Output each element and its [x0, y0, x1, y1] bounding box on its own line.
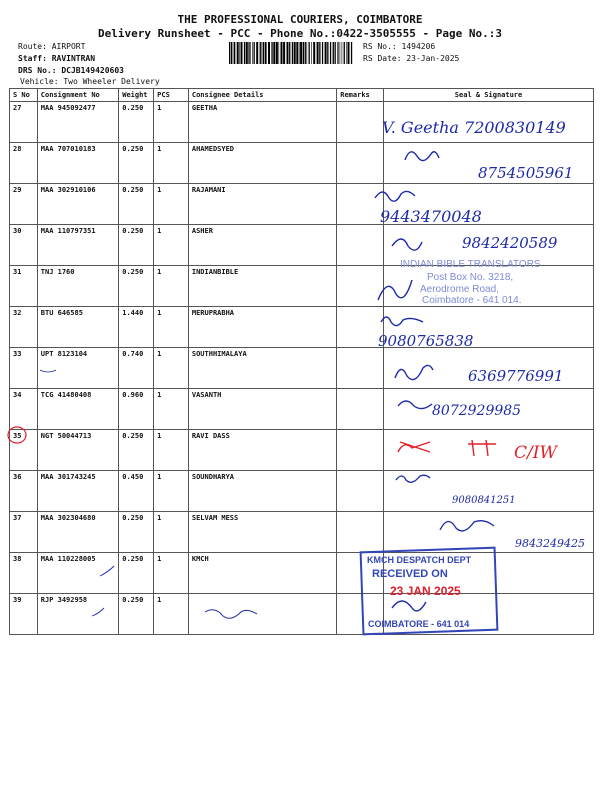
cell-weight: 0.250	[119, 266, 154, 307]
rs-date: RS Date: 23-Jan-2025	[363, 54, 460, 63]
svg-text:Coimbatore - 641 014.: Coimbatore - 641 014.	[422, 295, 522, 306]
cell-sno: 37	[10, 512, 38, 553]
cell-signature	[384, 143, 594, 184]
table-row	[10, 348, 594, 389]
svg-text:COIMBATORE - 641 014: COIMBATORE - 641 014	[368, 619, 470, 629]
phone-r36: 9080841251	[452, 495, 516, 506]
barcode-bar	[268, 42, 270, 64]
barcode-bar	[244, 42, 245, 64]
cell-remarks	[337, 184, 384, 225]
cell-remarks	[337, 594, 384, 635]
cell-weight: 0.250	[119, 102, 154, 143]
cell-consignee: GEETHA	[188, 102, 336, 143]
phone-r37: 9843249425	[515, 537, 585, 550]
barcode-bar	[351, 42, 352, 64]
cell-signature	[384, 389, 594, 430]
barcode-bar	[330, 42, 331, 64]
cell-consignment-no: RJP 3492958	[37, 594, 118, 635]
cell-weight: 0.250	[119, 225, 154, 266]
barcode-bar	[260, 42, 261, 64]
barcode-bar	[307, 42, 308, 64]
cell-remarks	[337, 430, 384, 471]
cell-sno: 29	[10, 184, 38, 225]
col-pcs: PCS	[154, 89, 189, 102]
cell-remarks	[337, 471, 384, 512]
cell-sno: 28	[10, 143, 38, 184]
cell-remarks	[337, 143, 384, 184]
barcode-bar	[340, 42, 341, 64]
cell-consignee: KMCH	[188, 553, 336, 594]
table-row	[10, 553, 594, 594]
col-signature: Seal & Signature	[384, 89, 594, 102]
barcode-bar	[262, 42, 263, 64]
cell-weight: 0.450	[119, 471, 154, 512]
remark-r35: C/IW	[514, 443, 557, 463]
cell-pcs: 1	[154, 430, 189, 471]
cell-pcs: 1	[154, 307, 189, 348]
col-consignment: Consignment No	[37, 89, 118, 102]
cell-pcs: 1	[154, 225, 189, 266]
barcode-bar	[233, 42, 234, 64]
barcode-bar	[254, 42, 255, 64]
cell-consignment-no: TNJ 1760	[37, 266, 118, 307]
svg-text:RECEIVED ON: RECEIVED ON	[372, 568, 448, 580]
barcode-bar	[229, 42, 230, 64]
barcode-bar	[335, 42, 336, 64]
table-row	[10, 307, 594, 348]
cell-sno: 32	[10, 307, 38, 348]
barcode-bar	[281, 42, 283, 64]
barcode-bar	[338, 42, 339, 64]
phone-r33b: 6369776991	[468, 367, 564, 385]
barcode-bar	[300, 42, 302, 64]
cell-sno: 36	[10, 471, 38, 512]
barcode-bar	[265, 42, 267, 64]
table-row	[10, 225, 594, 266]
cell-sno: 35	[10, 430, 38, 471]
phone-r29: 9443470048	[380, 207, 482, 226]
cell-weight: 0.250	[119, 430, 154, 471]
rs-number: RS No.: 1494206	[363, 42, 436, 51]
barcode-bar	[231, 42, 232, 64]
cell-remarks	[337, 307, 384, 348]
cell-pcs: 1	[154, 266, 189, 307]
cell-weight: 0.250	[119, 553, 154, 594]
barcode-bar	[309, 42, 310, 64]
barcode-bar	[239, 42, 240, 64]
svg-text:Aerodrome Road,: Aerodrome Road,	[420, 284, 499, 295]
col-consignee: Consignee Details	[188, 89, 336, 102]
table-row	[10, 430, 594, 471]
cell-weight: 0.250	[119, 184, 154, 225]
company-title: THE PROFESSIONAL COURIERS, COIMBATORE	[177, 13, 423, 26]
cell-weight: 0.960	[119, 389, 154, 430]
cell-pcs: 1	[154, 553, 189, 594]
cell-consignment-no: TCG 41480408	[37, 389, 118, 430]
cell-signature	[384, 307, 594, 348]
barcode-bar	[248, 42, 249, 64]
cell-signature	[384, 512, 594, 553]
phone-r30: 9842420589	[462, 234, 558, 252]
barcode-bar	[246, 42, 248, 64]
table-header-row	[10, 89, 594, 102]
cell-pcs: 1	[154, 512, 189, 553]
barcode-bar	[237, 42, 239, 64]
cell-sno: 30	[10, 225, 38, 266]
cell-consignee: AHAMEDSYED	[188, 143, 336, 184]
svg-text:INDIAN BIBLE TRANSLATORS: INDIAN BIBLE TRANSLATORS	[400, 259, 541, 270]
cell-signature	[384, 471, 594, 512]
cell-weight: 0.250	[119, 594, 154, 635]
cell-signature	[384, 348, 594, 389]
table-row	[10, 266, 594, 307]
cell-consignment-no: MAA 301743245	[37, 471, 118, 512]
barcode-bar	[279, 42, 280, 64]
cell-consignment-no: UPT 8123104	[37, 348, 118, 389]
barcode-bar	[276, 42, 278, 64]
col-sno: S No	[10, 89, 38, 102]
cell-consignee: RAVI DASS	[188, 430, 336, 471]
cell-pcs: 1	[154, 102, 189, 143]
barcode-bar	[289, 42, 290, 64]
barcode-bar	[263, 42, 264, 64]
runsheet-table	[9, 88, 594, 635]
cell-consignment-no: MAA 302304680	[37, 512, 118, 553]
cell-remarks	[337, 553, 384, 594]
cell-pcs: 1	[154, 348, 189, 389]
table-row	[10, 471, 594, 512]
barcode-bar	[305, 42, 306, 64]
cell-consignee: VASANTH	[188, 389, 336, 430]
cell-consignee: SOUTHHIMALAYA	[188, 348, 336, 389]
barcode-bar	[322, 42, 323, 64]
barcode-bar	[346, 42, 347, 64]
barcode-bar	[283, 42, 285, 64]
svg-text:KMCH DESPATCH DEPT: KMCH DESPATCH DEPT	[367, 555, 472, 565]
cell-signature	[384, 594, 594, 635]
cell-consignment-no: MAA 110797351	[37, 225, 118, 266]
cell-sno: 33	[10, 348, 38, 389]
cell-signature	[384, 553, 594, 594]
table-row	[10, 389, 594, 430]
cell-pcs: 1	[154, 184, 189, 225]
cell-weight: 1.440	[119, 307, 154, 348]
barcode-bar	[296, 42, 298, 64]
barcode-bar	[317, 42, 319, 64]
cell-signature	[384, 225, 594, 266]
barcode-bar	[292, 42, 293, 64]
cell-consignee: SELVAM MESS	[188, 512, 336, 553]
cell-sno: 31	[10, 266, 38, 307]
cell-consignment-no: MAA 302910106	[37, 184, 118, 225]
barcode-bar	[303, 42, 304, 64]
barcode-bar	[333, 42, 334, 64]
cell-consignment-no: BTU 646585	[37, 307, 118, 348]
barcode-bar	[325, 42, 327, 64]
cell-consignee: SOUNDHARYA	[188, 471, 336, 512]
cell-signature	[384, 184, 594, 225]
cell-weight: 0.250	[119, 143, 154, 184]
cell-sno: 34	[10, 389, 38, 430]
cell-signature	[384, 102, 594, 143]
cell-signature	[384, 266, 594, 307]
barcode-bar	[342, 42, 343, 64]
vehicle-label: Vehicle: Two Wheeler Delivery	[20, 77, 160, 86]
table-row	[10, 594, 594, 635]
phone-r34: 8072929985	[432, 403, 522, 419]
cell-consignment-no: NGT 50044713	[37, 430, 118, 471]
cell-pcs: 1	[154, 471, 189, 512]
cell-remarks	[337, 389, 384, 430]
barcode-bar	[252, 42, 253, 64]
col-remarks: Remarks	[337, 89, 384, 102]
barcode-bar	[287, 42, 289, 64]
barcode-bar	[256, 42, 258, 64]
cell-consignee: INDIANBIBLE	[188, 266, 336, 307]
drs-label: DRS No.: DCJB149420603	[18, 66, 124, 75]
table-row	[10, 512, 594, 553]
barcode	[229, 42, 355, 64]
barcode-bar	[241, 42, 243, 64]
runsheet-subtitle: Delivery Runsheet - PCC - Phone No.:0422-3505555 - Page No.:3	[98, 27, 502, 40]
staff-label: Staff: RAVINTRAN	[18, 54, 96, 63]
barcode-bar	[344, 42, 345, 64]
cell-consignee: ASHER	[188, 225, 336, 266]
cell-sno: 38	[10, 553, 38, 594]
cell-sno: 39	[10, 594, 38, 635]
cell-consignee	[188, 594, 336, 635]
barcode-bar	[294, 42, 296, 64]
cell-remarks	[337, 348, 384, 389]
barcode-bar	[327, 42, 328, 64]
cell-signature	[384, 430, 594, 471]
cell-remarks	[337, 512, 384, 553]
cell-pcs: 1	[154, 594, 189, 635]
barcode-bar	[299, 42, 300, 64]
table-row	[10, 143, 594, 184]
barcode-bar	[319, 42, 320, 64]
phone-r33a: 9080765838	[378, 332, 474, 350]
svg-text:Post Box No. 3218,: Post Box No. 3218,	[427, 272, 514, 283]
svg-text:23 JAN 2025: 23 JAN 2025	[390, 584, 461, 598]
barcode-bar	[311, 42, 312, 64]
barcode-bar	[273, 42, 275, 64]
barcode-bar	[271, 42, 272, 64]
cell-pcs: 1	[154, 143, 189, 184]
barcode-bar	[337, 42, 338, 64]
route-label: Route: AIRPORT	[18, 42, 86, 51]
cell-consignee: RAJAMANI	[188, 184, 336, 225]
cell-sno: 27	[10, 102, 38, 143]
col-weight: Weight	[119, 89, 154, 102]
signature-r27: V. Geetha 7200830149	[382, 118, 566, 137]
cell-weight: 0.250	[119, 512, 154, 553]
cell-remarks	[337, 225, 384, 266]
barcode-bar	[234, 42, 235, 64]
cell-consignment-no: MAA 707010183	[37, 143, 118, 184]
barcode-bar	[250, 42, 251, 64]
phone-r28: 8754505961	[478, 164, 574, 182]
cell-consignment-no: MAA 110228005	[37, 553, 118, 594]
cell-remarks	[337, 102, 384, 143]
table-row	[10, 102, 594, 143]
cell-weight: 0.740	[119, 348, 154, 389]
cell-pcs: 1	[154, 389, 189, 430]
cell-remarks	[337, 266, 384, 307]
cell-consignee: MERUPRABHA	[188, 307, 336, 348]
table-row	[10, 184, 594, 225]
cell-consignment-no: MAA 945092477	[37, 102, 118, 143]
barcode-bar	[313, 42, 315, 64]
barcode-bar	[348, 42, 350, 64]
